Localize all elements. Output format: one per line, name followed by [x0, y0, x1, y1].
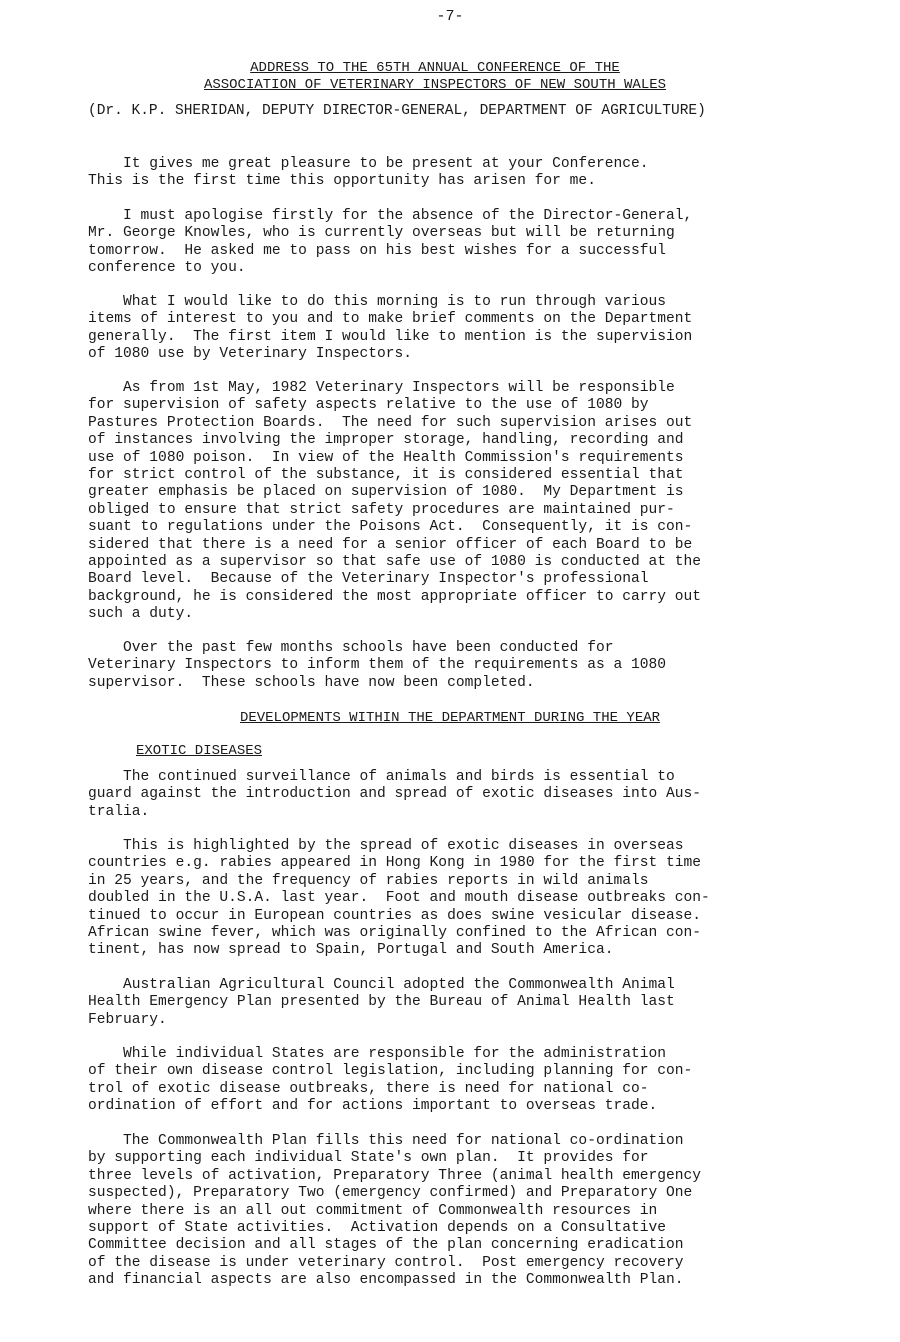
text-line: greater emphasis be placed on supervision of 1080. My Department is — [88, 484, 684, 501]
paragraph-state-responsibility — [88, 1046, 788, 1116]
paragraph-commonwealth-plan — [88, 1133, 788, 1290]
text-line: This is the first time this opportunity has arisen for me. — [88, 173, 596, 190]
section-heading: DEVELOPMENTS WITHIN THE DEPARTMENT DURING THE YEAR — [239, 710, 661, 726]
text-line: in 25 years, and the frequency of rabies reports in wild animals — [88, 872, 649, 889]
text-line: such a duty. — [88, 606, 194, 623]
text-line: As from 1st May, 1982 Veterinary Inspectors will be responsible — [88, 380, 675, 396]
text-line: countries e.g. rabies appeared in Hong Kong in 1980 for the first time — [88, 855, 702, 872]
paragraph-agenda — [88, 294, 788, 364]
page-number: -7- — [436, 8, 464, 25]
text-line: of their own disease control legislation, including planning for con- — [88, 1063, 693, 1080]
text-line: where there is an all out commitment of Commonwealth resources in — [88, 1202, 658, 1219]
text-line: Health Emergency Plan presented by the Bureau of Animal Health last — [88, 994, 675, 1011]
text-line: appointed as a supervisor so that safe use of 1080 is conducted at the — [88, 554, 702, 571]
text-line: suspected), Preparatory Two (emergency confirmed) and Preparatory One — [88, 1185, 693, 1202]
text-line: Mr. George Knowles, who is currently overseas but will be returning — [88, 225, 675, 242]
paragraph-apology — [88, 208, 788, 278]
text-line: tinued to occur in European countries as does swine vesicular disease. — [88, 907, 702, 924]
subsection-heading: EXOTIC DISEASES — [136, 743, 263, 759]
text-line: generally. The first item I would like to mention is the supervision — [88, 328, 693, 345]
text-line: This is highlighted by the spread of exotic diseases in overseas — [88, 838, 684, 854]
text-line: doubled in the U.S.A. last year. Foot and mouth disease outbreaks con- — [88, 890, 710, 907]
paragraph-1080-supervision — [88, 380, 788, 624]
text-line: for strict control of the substance, it is considered essential that — [88, 467, 684, 484]
text-line: Veterinary Inspectors to inform them of the requirements as a 1080 — [88, 657, 667, 674]
text-line: Over the past few months schools have been conducted for — [88, 640, 614, 656]
text-line: obliged to ensure that strict safety procedures are maintained pur- — [88, 501, 675, 518]
text-line: sidered that there is a need for a senior officer of each Board to be — [88, 536, 693, 553]
text-line: tralia. — [88, 803, 150, 820]
text-line: Australian Agricultural Council adopted the Commonwealth Animal — [88, 977, 675, 993]
text-line: items of interest to you and to make brief comments on the Department — [88, 311, 693, 328]
text-line: and financial aspects are also encompassed in the Commonwealth Plan. — [88, 1272, 684, 1289]
text-line: tomorrow. He asked me to pass on his best wishes for a successful — [88, 242, 667, 259]
text-line: What I would like to do this morning is to run through various — [88, 294, 667, 310]
text-line: support of State activities. Activation depends on a Consultative — [88, 1220, 667, 1237]
paragraph-overseas-spread — [88, 838, 788, 960]
text-line: I must apologise firstly for the absence of the Director-General, — [88, 208, 693, 224]
text-line: Board level. Because of the Veterinary Inspector's professional — [88, 571, 649, 588]
text-line: of the disease is under veterinary control. Post emergency recovery — [88, 1254, 684, 1271]
title-line-2: ASSOCIATION OF VETERINARY INSPECTORS OF NEW SOUTH WALES — [203, 77, 667, 93]
text-line: The continued surveillance of animals and birds is essential to — [88, 769, 675, 785]
paragraph-council — [88, 977, 788, 1029]
text-line: three levels of activation, Preparatory Three (animal health emergency — [88, 1167, 702, 1184]
title-line-1: ADDRESS TO THE 65TH ANNUAL CONFERENCE OF THE — [250, 60, 620, 76]
text-line: guard against the introduction and spread of exotic diseases into Aus- — [88, 786, 702, 803]
text-line: tinent, has now spread to Spain, Portugal and South America. — [88, 942, 614, 959]
text-line: by supporting each individual State's own plan. It provides for — [88, 1150, 649, 1167]
text-line: use of 1080 poison. In view of the Health Commission's requirements — [88, 449, 684, 466]
paragraph-schools — [88, 640, 788, 692]
text-line: ordination of effort and for actions important to overseas trade. — [88, 1098, 658, 1115]
text-line: While individual States are responsible for the administration — [88, 1046, 667, 1062]
text-line: supervisor. These schools have now been completed. — [88, 674, 535, 691]
text-line: February. — [88, 1011, 167, 1028]
text-line: Pastures Protection Boards. The need for such supervision arises out — [88, 414, 693, 431]
text-line: background, he is considered the most appropriate officer to carry out — [88, 588, 702, 605]
text-line: suant to regulations under the Poisons Act. Consequently, it is con- — [88, 519, 693, 536]
text-line: of 1080 use by Veterinary Inspectors. — [88, 346, 413, 363]
paragraph-greeting — [88, 156, 788, 191]
text-line: trol of exotic disease outbreaks, there is need for national co- — [88, 1080, 649, 1097]
text-line: conference to you. — [88, 260, 246, 277]
text-line: It gives me great pleasure to be present at your Conference. — [88, 156, 649, 172]
paragraph-surveillance — [88, 769, 788, 821]
text-line: of instances involving the improper storage, handling, recording and — [88, 432, 684, 449]
text-line: The Commonwealth Plan fills this need for national co-ordination — [88, 1133, 684, 1149]
speaker-subtitle: (Dr. K.P. SHERIDAN, DEPUTY DIRECTOR-GENERAL, DEPARTMENT OF AGRICULTURE) — [88, 103, 706, 119]
text-line: African swine fever, which was originally confined to the African con- — [88, 925, 702, 942]
text-line: Committee decision and all stages of the plan concerning eradication — [88, 1237, 684, 1254]
text-line: for supervision of safety aspects relative to the use of 1080 by — [88, 397, 649, 414]
